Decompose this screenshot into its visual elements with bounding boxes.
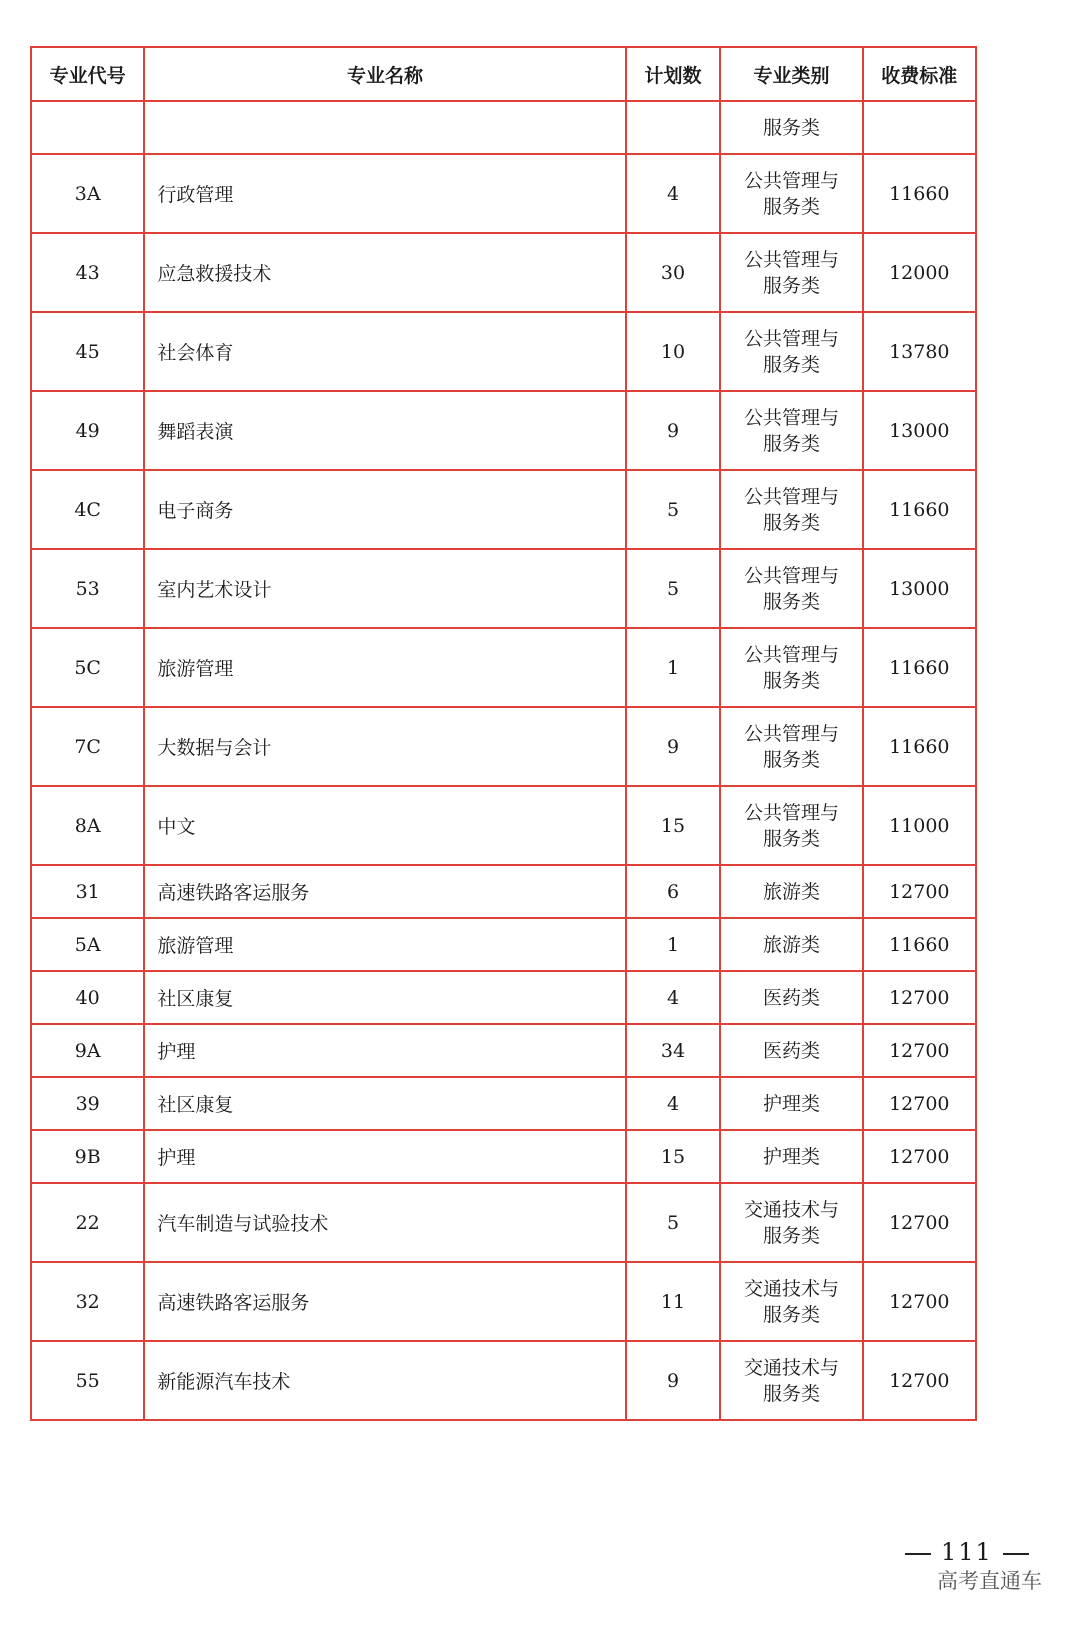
category-line: 服务类 [762,432,820,455]
category-line: 医药类 [762,986,820,1009]
table-row [31,154,976,233]
category-line: 服务类 [762,195,820,218]
cell-plan: 15 [626,1130,721,1183]
category-line: 旅游类 [762,880,820,903]
cell-plan: 11 [626,1262,721,1341]
cell-plan: 30 [626,233,721,312]
category-line: 公共管理与 [743,485,839,508]
cell-code: 43 [31,233,144,312]
cell-category [720,865,862,918]
table-row [31,470,976,549]
cell-name: 中文 [144,786,625,865]
cell-plan: 4 [626,1077,721,1130]
table-row [31,786,976,865]
cell-code: 31 [31,865,144,918]
cell-category [720,1341,862,1420]
cell-name: 高速铁路客运服务 [144,1262,625,1341]
cell-name: 大数据与会计 [144,707,625,786]
cell-code [31,101,144,154]
category-line: 交通技术与 [743,1356,839,1379]
cell-code: 53 [31,549,144,628]
cell-code: 7C [31,707,144,786]
category-line: 服务类 [762,1382,820,1405]
category-line: 服务类 [762,827,820,850]
cell-code: 55 [31,1341,144,1420]
category-line: 交通技术与 [743,1277,839,1300]
category-line: 服务类 [762,748,820,771]
category-line: 医药类 [762,1039,820,1062]
cell-fee: 12700 [863,1183,976,1262]
cell-category [720,707,862,786]
cell-category [720,628,862,707]
category-line: 服务类 [762,353,820,376]
cell-fee: 11660 [863,918,976,971]
cell-plan: 5 [626,1183,721,1262]
cell-plan: 9 [626,707,721,786]
cell-category [720,971,862,1024]
cell-category [720,549,862,628]
cell-fee: 12700 [863,1262,976,1341]
category-line: 服务类 [762,669,820,692]
cell-code: 9A [31,1024,144,1077]
cell-plan: 9 [626,1341,721,1420]
cell-name: 行政管理 [144,154,625,233]
category-line: 公共管理与 [743,248,839,271]
cell-fee: 12000 [863,233,976,312]
table-row [31,233,976,312]
header-fee: 收费标准 [863,47,976,101]
cell-category [720,786,862,865]
cell-fee: 11660 [863,628,976,707]
cell-fee: 12700 [863,1077,976,1130]
enrollment-plan-table [30,46,977,1421]
category-line: 公共管理与 [743,327,839,350]
cell-name: 汽车制造与试验技术 [144,1183,625,1262]
table-row [31,865,976,918]
cell-plan: 34 [626,1024,721,1077]
category-line: 交通技术与 [743,1198,839,1221]
cell-category [720,1183,862,1262]
cell-fee: 12700 [863,1024,976,1077]
category-line: 服务类 [762,511,820,534]
cell-plan: 4 [626,971,721,1024]
cell-category [720,1262,862,1341]
cell-code: 32 [31,1262,144,1341]
cell-code: 22 [31,1183,144,1262]
table-row [31,549,976,628]
cell-fee: 13000 [863,391,976,470]
cell-category [720,918,862,971]
cell-name: 护理 [144,1130,625,1183]
cell-name: 室内艺术设计 [144,549,625,628]
header-name: 专业名称 [144,47,625,101]
cell-fee: 12700 [863,1130,976,1183]
cell-fee: 11000 [863,786,976,865]
cell-fee: 13780 [863,312,976,391]
cell-plan: 5 [626,549,721,628]
cell-code: 40 [31,971,144,1024]
cell-fee: 12700 [863,865,976,918]
cell-name: 新能源汽车技术 [144,1341,625,1420]
cell-name [144,101,625,154]
category-line: 旅游类 [762,933,820,956]
table-header-row [31,47,976,101]
category-line: 公共管理与 [743,169,839,192]
category-line: 护理类 [762,1145,820,1168]
cell-code: 9B [31,1130,144,1183]
cell-name: 舞蹈表演 [144,391,625,470]
cell-code: 5A [31,918,144,971]
cell-category [720,470,862,549]
table-row [31,1341,976,1420]
cell-plan: 9 [626,391,721,470]
cell-fee: 12700 [863,971,976,1024]
category-line: 服务类 [762,1303,820,1326]
cell-category [720,101,862,154]
cell-fee [863,101,976,154]
cell-plan: 1 [626,918,721,971]
table-row [31,312,976,391]
cell-fee: 12700 [863,1341,976,1420]
cell-code: 49 [31,391,144,470]
cell-fee: 11660 [863,707,976,786]
cell-plan: 5 [626,470,721,549]
cell-category [720,154,862,233]
table-row [31,101,976,154]
header-category: 专业类别 [720,47,862,101]
header-plan: 计划数 [626,47,721,101]
cell-name: 电子商务 [144,470,625,549]
cell-plan: 1 [626,628,721,707]
cell-name: 社会体育 [144,312,625,391]
header-code: 专业代号 [31,47,144,101]
category-line: 服务类 [762,1224,820,1247]
cell-plan: 10 [626,312,721,391]
category-line: 护理类 [762,1092,820,1115]
dash-right [1003,1553,1029,1555]
cell-category [720,1130,862,1183]
watermark-logo: 高考直通车 [937,1569,1042,1593]
cell-name: 旅游管理 [144,628,625,707]
table-row [31,391,976,470]
table-row [31,918,976,971]
table-row [31,628,976,707]
cell-category [720,391,862,470]
table-row [31,1077,976,1130]
table-row [31,1262,976,1341]
page-number-text: 111 [941,1538,993,1566]
cell-category [720,1024,862,1077]
cell-category [720,1077,862,1130]
dash-left [905,1553,931,1555]
category-line: 公共管理与 [743,406,839,429]
cell-category [720,312,862,391]
category-line: 服务类 [762,274,820,297]
cell-category [720,233,862,312]
page-number [895,1538,1039,1566]
table-row [31,1024,976,1077]
table-body [31,101,976,1420]
cell-name: 旅游管理 [144,918,625,971]
table-row [31,1183,976,1262]
category-line: 公共管理与 [743,801,839,824]
cell-name: 社区康复 [144,1077,625,1130]
category-line: 公共管理与 [743,722,839,745]
cell-plan: 6 [626,865,721,918]
cell-fee: 11660 [863,470,976,549]
cell-code: 39 [31,1077,144,1130]
cell-code: 5C [31,628,144,707]
cell-code: 45 [31,312,144,391]
cell-plan: 15 [626,786,721,865]
cell-name: 应急救援技术 [144,233,625,312]
table-row [31,971,976,1024]
cell-name: 高速铁路客运服务 [144,865,625,918]
cell-fee: 11660 [863,154,976,233]
cell-name: 社区康复 [144,971,625,1024]
table-row [31,707,976,786]
cell-fee: 13000 [863,549,976,628]
category-line: 服务类 [762,116,820,139]
table-row [31,1130,976,1183]
cell-plan [626,101,721,154]
cell-name: 护理 [144,1024,625,1077]
category-line: 公共管理与 [743,643,839,666]
cell-code: 4C [31,470,144,549]
category-line: 服务类 [762,590,820,613]
cell-code: 8A [31,786,144,865]
category-line: 公共管理与 [743,564,839,587]
cell-code: 3A [31,154,144,233]
cell-plan: 4 [626,154,721,233]
